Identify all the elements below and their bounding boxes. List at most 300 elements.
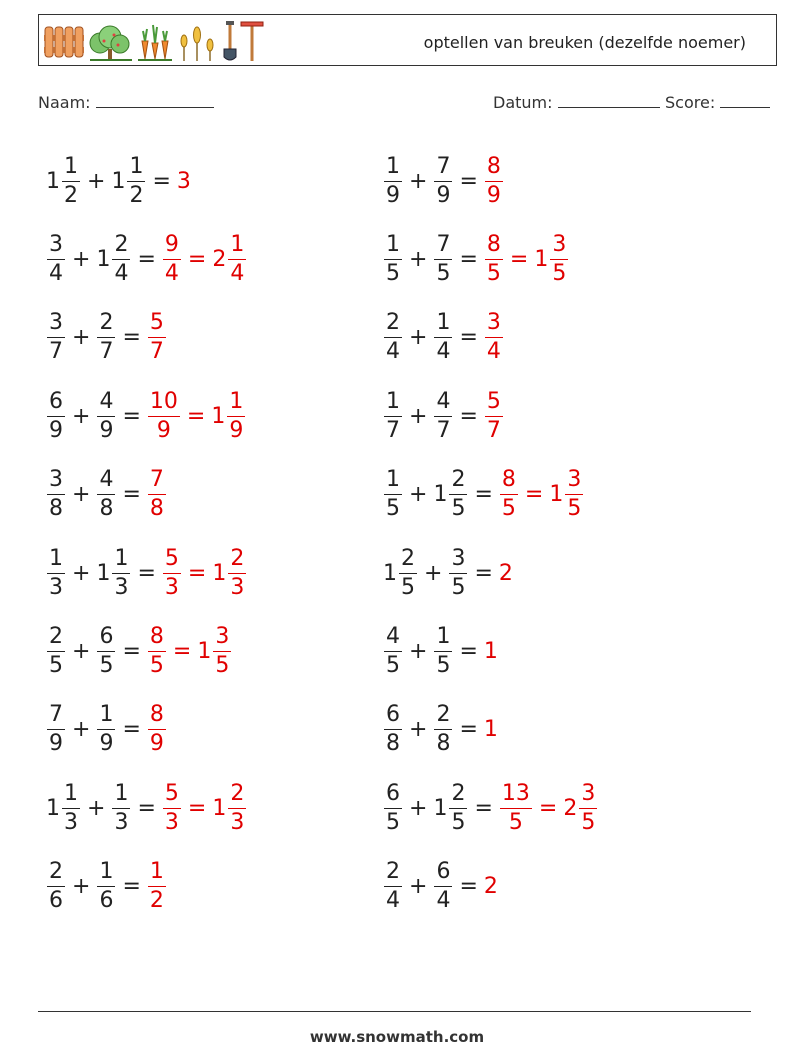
addend-2-denominator: 9 (436, 182, 451, 208)
answer-term-fraction (227, 388, 245, 443)
addend-2-denominator: 4 (436, 888, 451, 914)
addend-1-denominator: 5 (386, 496, 400, 522)
addend-1 (46, 153, 81, 208)
plus-sign: + (409, 403, 428, 429)
addend-1-numerator: 1 (386, 153, 400, 179)
addend-1-denominator: 5 (401, 574, 415, 600)
addend-1-fraction (384, 388, 402, 443)
addend-2-fraction (97, 861, 115, 912)
addend-1 (46, 388, 66, 443)
answer-term (147, 861, 167, 912)
plus-sign: + (72, 639, 91, 665)
plus-sign: + (72, 874, 91, 900)
addend-1-numerator: 7 (49, 702, 63, 728)
addend-1-fraction (62, 780, 80, 835)
addend-2-numerator: 1 (129, 153, 144, 179)
answer-term (197, 626, 232, 677)
equals-sign: = (122, 717, 141, 743)
answer-term-denominator: 5 (501, 496, 516, 522)
addend-1 (383, 388, 403, 443)
answer-term-denominator: 9 (486, 182, 501, 208)
date-blank[interactable] (558, 93, 660, 108)
addend-1-denominator: 5 (386, 261, 400, 287)
answer-term (212, 545, 247, 600)
score-label: Score: (665, 93, 716, 112)
answer (484, 234, 569, 285)
addend-1 (46, 861, 66, 912)
addend-1 (46, 234, 66, 285)
addend-2 (96, 469, 116, 520)
equals-sign: = (474, 560, 493, 586)
plus-sign: + (87, 168, 106, 194)
answer-equals-sign: = (509, 247, 529, 273)
answer-term-numerator: 5 (149, 310, 164, 336)
addend-2-denominator: 7 (436, 417, 451, 443)
addend-1-whole: 1 (46, 795, 60, 821)
answer-term-fraction (163, 545, 181, 600)
answer-term-fraction (485, 153, 503, 208)
answer-term (162, 545, 182, 600)
answer (162, 545, 247, 600)
addend-2-numerator: 1 (99, 702, 114, 728)
answer-term-fraction (148, 861, 166, 912)
answer (147, 626, 232, 677)
addend-1-whole: 1 (383, 560, 397, 586)
answer-term (147, 704, 167, 755)
addend-1-numerator: 1 (386, 232, 400, 258)
addend-2-denominator: 5 (451, 809, 466, 835)
answer-term (499, 561, 514, 586)
addend-1-fraction (384, 153, 402, 208)
answer (147, 388, 246, 443)
addend-2-fraction (434, 704, 452, 755)
addend-2-fraction (449, 780, 467, 835)
addend-1-denominator: 9 (49, 417, 63, 443)
problem-row (46, 456, 386, 534)
answer-term-denominator: 8 (149, 496, 164, 522)
answer-term (212, 780, 247, 835)
answer-term-whole: 3 (176, 168, 191, 194)
addend-1-fraction (47, 312, 65, 363)
answer-term-denominator: 5 (508, 809, 523, 835)
addend-1-numerator: 1 (49, 545, 63, 571)
addend-1-denominator: 9 (386, 182, 400, 208)
answer-term-denominator: 3 (164, 809, 179, 835)
answer-term-numerator: 1 (149, 859, 164, 885)
addend-2 (448, 545, 468, 600)
addend-2 (96, 704, 116, 755)
addend-1 (46, 704, 66, 755)
rake-icon (241, 22, 263, 61)
addend-2-denominator: 5 (436, 261, 451, 287)
addend-2-denominator: 5 (451, 496, 466, 522)
answer-term-fraction (565, 469, 583, 520)
addend-2-numerator: 6 (436, 859, 451, 885)
addend-1-fraction (384, 861, 402, 912)
answer-term-fraction (500, 780, 532, 835)
addend-1-denominator: 6 (49, 888, 63, 914)
answer-term-denominator: 5 (149, 653, 164, 679)
answer-term (499, 469, 519, 520)
plus-sign: + (424, 560, 443, 586)
answer (147, 861, 167, 912)
answer-term-fraction (213, 626, 231, 677)
addend-2-numerator: 6 (99, 624, 114, 650)
answer (484, 312, 504, 363)
answer-term-whole: 1 (483, 717, 498, 743)
answer-term-denominator: 9 (229, 417, 244, 443)
plus-sign: + (409, 795, 428, 821)
answer-term-numerator: 3 (486, 310, 501, 336)
equals-sign: = (459, 168, 478, 194)
addend-1 (383, 469, 403, 520)
answer-term-whole: 1 (212, 795, 227, 821)
answer-term-numerator: 8 (149, 624, 164, 650)
shovel-icon (224, 21, 236, 60)
equals-sign: = (474, 795, 493, 821)
worksheet-header (38, 14, 777, 66)
addend-1-numerator: 6 (386, 702, 400, 728)
addend-2-denominator: 6 (99, 888, 114, 914)
score-blank[interactable] (720, 93, 770, 108)
answer-term-numerator: 1 (230, 232, 245, 258)
equals-sign: = (459, 717, 478, 743)
addend-2-fraction (112, 545, 130, 600)
answer-equals-sign: = (187, 560, 207, 586)
answer-term (499, 780, 533, 835)
answer-equals-sign: = (187, 795, 207, 821)
addend-1-numerator: 1 (64, 153, 78, 179)
score-field[interactable] (665, 93, 770, 112)
addend-2-fraction (434, 626, 452, 677)
addend-2-fraction (97, 626, 115, 677)
footer-url: www.snowmath.com (309, 1028, 485, 1046)
answer-term-fraction (228, 780, 246, 835)
addend-1 (46, 626, 66, 677)
answer-term-fraction (163, 780, 181, 835)
answer-term-numerator: 9 (164, 232, 179, 258)
name-field[interactable] (38, 93, 214, 112)
addend-1-denominator: 4 (49, 261, 63, 287)
addend-2-numerator: 2 (99, 310, 114, 336)
addend-2-fraction (97, 312, 115, 363)
answer-term-numerator: 3 (552, 232, 567, 258)
addend-1-denominator: 7 (386, 417, 400, 443)
addend-2-numerator: 3 (451, 545, 466, 571)
addend-2-numerator: 1 (114, 545, 129, 571)
answer-term-whole: 2 (212, 247, 227, 273)
problem-row (46, 848, 386, 926)
problem-row (46, 299, 386, 377)
addend-1-fraction (47, 704, 65, 755)
plus-sign: + (72, 325, 91, 351)
answer-term-numerator: 3 (581, 780, 596, 806)
answer (147, 312, 167, 363)
answer-term-fraction (485, 312, 503, 363)
answer (484, 717, 499, 742)
answer-term (147, 388, 181, 443)
plus-sign: + (409, 639, 428, 665)
answer-equals-sign: = (172, 639, 192, 665)
addend-2-denominator: 7 (99, 339, 114, 365)
addend-1-fraction (47, 388, 65, 443)
problems-left-column (46, 142, 386, 926)
addend-2-numerator: 2 (114, 232, 129, 258)
addend-2-fraction (127, 153, 145, 208)
answer-term (484, 234, 504, 285)
problem-row (383, 534, 723, 612)
worksheet-title: optellen van breuken (dezelfde noemer) (423, 33, 746, 52)
answer-term-fraction (228, 234, 246, 285)
addend-1 (383, 312, 403, 363)
problem-row (46, 142, 386, 220)
date-label: Datum: (493, 93, 553, 112)
problem-row (383, 612, 723, 690)
answer-term (162, 780, 182, 835)
answer-term (212, 234, 247, 285)
addend-2-fraction (449, 469, 467, 520)
addend-2-fraction (97, 469, 115, 520)
answer-term-whole: 2 (563, 795, 578, 821)
addend-1-numerator: 3 (49, 467, 63, 493)
equals-sign: = (152, 168, 171, 194)
addend-2-denominator: 5 (99, 653, 114, 679)
answer-term-whole: 1 (483, 639, 498, 665)
answer (484, 153, 504, 208)
answer-term (147, 312, 167, 363)
answer-term-numerator: 8 (501, 467, 516, 493)
addend-2-denominator: 3 (114, 809, 129, 835)
answer-equals-sign: = (187, 247, 207, 273)
answer-term-whole: 2 (498, 560, 513, 586)
addend-2 (96, 626, 116, 677)
addend-2-denominator: 2 (129, 182, 144, 208)
addend-2-fraction (97, 704, 115, 755)
answer-term-numerator: 5 (164, 545, 179, 571)
addend-1-denominator: 4 (386, 888, 400, 914)
addend-2-denominator: 3 (114, 574, 129, 600)
answer-term-denominator: 4 (164, 261, 179, 287)
answer-term-fraction (148, 469, 166, 520)
addend-1-fraction (47, 545, 65, 600)
addend-1 (46, 545, 66, 600)
addend-1-numerator: 1 (386, 467, 400, 493)
name-blank[interactable] (96, 93, 214, 108)
fence-icon (44, 27, 84, 57)
problem-row (46, 769, 386, 847)
carrot-icon (138, 25, 172, 60)
answer-term-denominator: 5 (486, 261, 501, 287)
answer-term-numerator: 8 (486, 153, 501, 179)
footer-divider (38, 1011, 751, 1012)
answer-term-fraction (579, 780, 597, 835)
addend-1-whole: 1 (46, 168, 60, 194)
plus-sign: + (72, 717, 91, 743)
answer-term (484, 312, 504, 363)
addend-2-whole: 1 (433, 795, 448, 821)
addend-2 (433, 704, 453, 755)
addend-2-denominator: 8 (436, 731, 451, 757)
equals-sign: = (459, 874, 478, 900)
addend-1 (46, 780, 81, 835)
answer-term-denominator: 3 (230, 574, 245, 600)
plus-sign: + (409, 482, 428, 508)
answer-term-numerator: 5 (164, 780, 179, 806)
answer-term-denominator: 9 (156, 417, 171, 443)
name-label: Naam: (38, 93, 91, 112)
equals-sign: = (122, 639, 141, 665)
answer-term (147, 626, 167, 677)
plus-sign: + (409, 325, 428, 351)
answer-term-denominator: 5 (215, 653, 230, 679)
answer-term (549, 469, 584, 520)
plus-sign: + (409, 717, 428, 743)
addend-1 (383, 153, 403, 208)
addend-1 (383, 545, 418, 600)
addend-1-fraction (384, 780, 402, 835)
answer-term-denominator: 9 (149, 731, 164, 757)
addend-1-numerator: 1 (386, 388, 400, 414)
addend-2 (433, 469, 468, 520)
problem-row (46, 691, 386, 769)
addend-1-numerator: 3 (49, 232, 63, 258)
equals-sign: = (122, 482, 141, 508)
addend-2-fraction (434, 234, 452, 285)
equals-sign: = (459, 247, 478, 273)
addend-2-denominator: 4 (436, 339, 451, 365)
addend-2 (96, 545, 131, 600)
addend-1-denominator: 8 (386, 731, 400, 757)
addend-1-fraction (47, 469, 65, 520)
answer-term (484, 388, 504, 443)
answer-term-fraction (550, 234, 568, 285)
addend-2-whole: 1 (96, 247, 111, 273)
addend-2 (433, 626, 453, 677)
addend-2-numerator: 4 (99, 388, 114, 414)
problem-row (383, 848, 723, 926)
answer-term-denominator: 5 (567, 496, 582, 522)
addend-2 (96, 861, 116, 912)
answer-term-fraction (148, 626, 166, 677)
addend-1-numerator: 6 (49, 388, 63, 414)
addend-1-numerator: 1 (64, 780, 78, 806)
answer-term-numerator: 8 (486, 232, 501, 258)
addend-2-denominator: 5 (436, 653, 451, 679)
addend-1 (383, 780, 403, 835)
answer (484, 639, 499, 664)
addend-2-numerator: 4 (436, 388, 451, 414)
addend-2 (433, 234, 453, 285)
answer-term (162, 234, 182, 285)
answer-term (484, 874, 499, 899)
answer-term-whole: 1 (197, 639, 212, 665)
answer (147, 704, 167, 755)
equals-sign: = (459, 325, 478, 351)
answer (499, 469, 584, 520)
addend-1-denominator: 5 (49, 653, 63, 679)
answer-term-denominator: 2 (149, 888, 164, 914)
addend-2-numerator: 2 (436, 702, 451, 728)
answer-term-numerator: 10 (149, 388, 178, 414)
addend-1-fraction (47, 861, 65, 912)
addend-2-numerator: 1 (99, 859, 114, 885)
addend-1-denominator: 5 (386, 809, 400, 835)
addend-2-numerator: 1 (436, 624, 451, 650)
wheat-icon (181, 27, 213, 61)
addend-2-fraction (434, 153, 452, 208)
equals-sign: = (459, 639, 478, 665)
equals-sign: = (122, 325, 141, 351)
plus-sign: + (72, 247, 91, 273)
addend-1-fraction (384, 469, 402, 520)
answer-term (534, 234, 569, 285)
addend-1-denominator: 4 (386, 339, 400, 365)
answer-term-whole: 1 (211, 403, 226, 429)
addend-2 (433, 153, 453, 208)
problem-row (46, 612, 386, 690)
addend-1-fraction (47, 234, 65, 285)
addend-1-denominator: 7 (49, 339, 63, 365)
addend-1 (46, 312, 66, 363)
answer-term-denominator: 3 (230, 809, 245, 835)
plus-sign: + (72, 560, 91, 586)
addend-1-denominator: 3 (49, 574, 63, 600)
addend-2-numerator: 2 (451, 467, 466, 493)
answer (499, 561, 514, 586)
addend-2-fraction (434, 312, 452, 363)
addend-1-fraction (384, 704, 402, 755)
addend-1-denominator: 3 (64, 809, 78, 835)
equals-sign: = (137, 560, 156, 586)
answer-term-whole: 1 (549, 482, 564, 508)
answer-term-fraction (163, 234, 181, 285)
answer-term-denominator: 7 (149, 339, 164, 365)
addend-1-fraction (399, 545, 417, 600)
addend-2-denominator: 8 (99, 496, 114, 522)
equals-sign: = (459, 403, 478, 429)
addend-2-numerator: 1 (114, 780, 129, 806)
addend-2 (433, 780, 468, 835)
answer (147, 469, 167, 520)
answer-term-numerator: 3 (215, 624, 230, 650)
answer-term (211, 388, 246, 443)
addend-2-numerator: 4 (99, 467, 114, 493)
addend-2-numerator: 2 (451, 780, 466, 806)
addend-1 (46, 469, 66, 520)
problem-row (383, 691, 723, 769)
addend-1-numerator: 2 (49, 624, 63, 650)
addend-1-fraction (384, 626, 402, 677)
addend-2-denominator: 4 (114, 261, 129, 287)
equals-sign: = (137, 795, 156, 821)
problems-right-column (383, 142, 723, 926)
addend-1-numerator: 2 (386, 310, 400, 336)
addend-1-denominator: 8 (49, 496, 63, 522)
addend-1-denominator: 5 (386, 653, 400, 679)
plus-sign: + (72, 482, 91, 508)
problem-row (383, 299, 723, 377)
answer-equals-sign: = (538, 795, 558, 821)
addend-2-fraction (112, 234, 130, 285)
addend-1-fraction (47, 626, 65, 677)
plus-sign: + (72, 403, 91, 429)
answer-term (563, 780, 598, 835)
answer-term-denominator: 3 (164, 574, 179, 600)
plus-sign: + (409, 168, 428, 194)
addend-2-fraction (434, 388, 452, 443)
date-field[interactable] (493, 93, 660, 112)
answer-term-denominator: 7 (486, 417, 501, 443)
